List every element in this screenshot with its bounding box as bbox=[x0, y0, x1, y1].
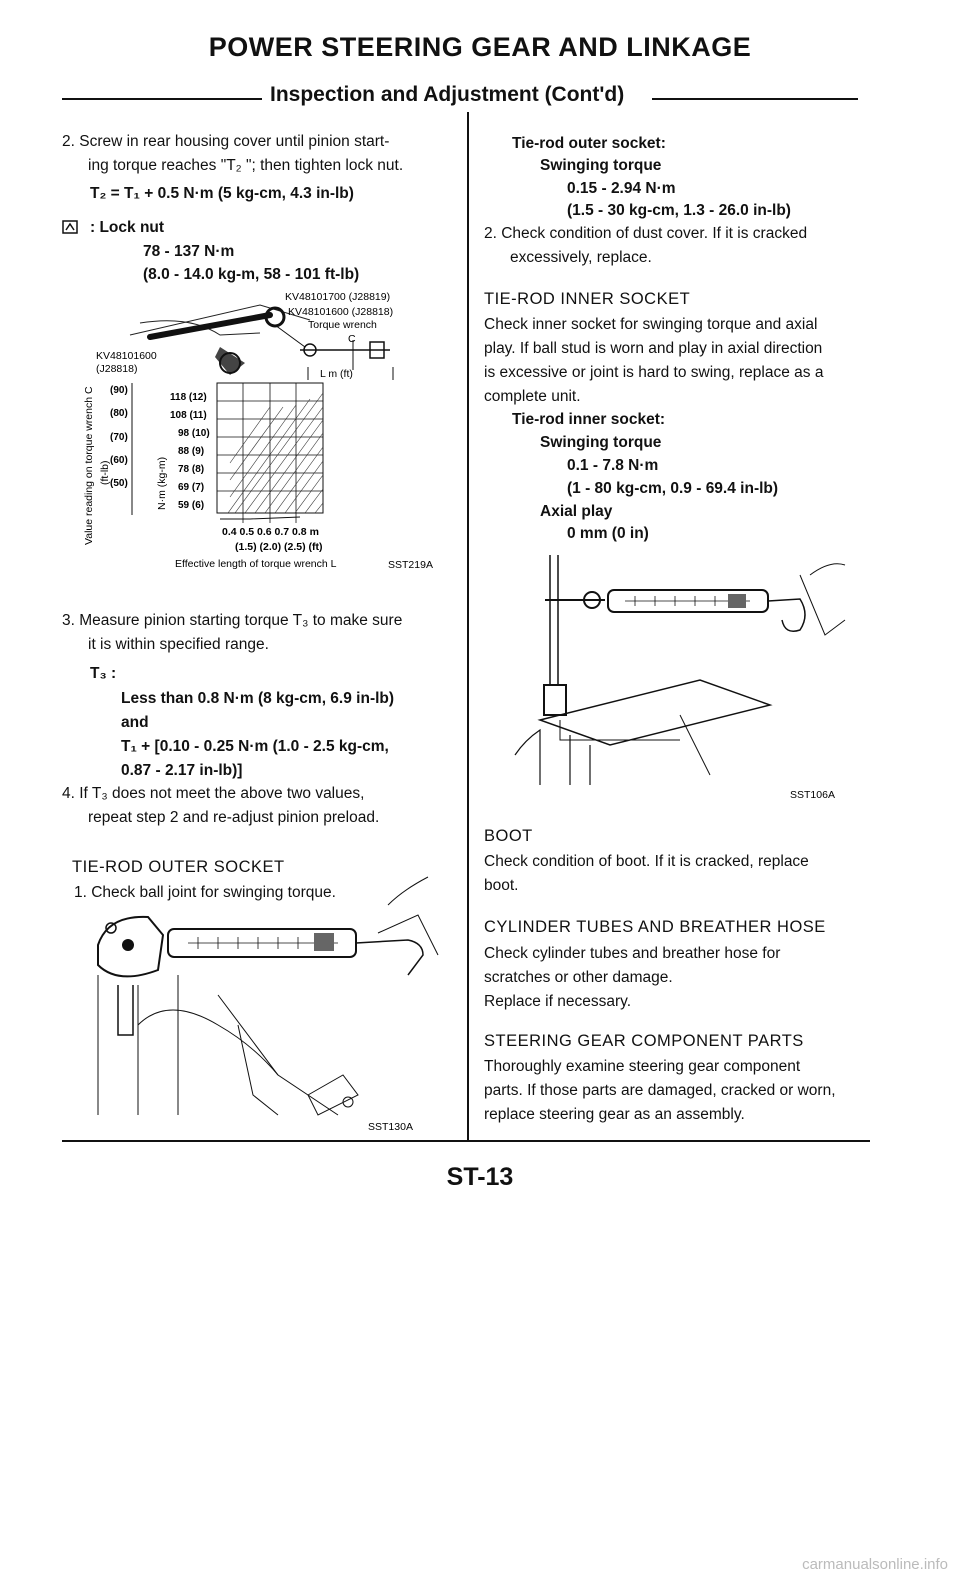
locknut-label: : Lock nut bbox=[90, 219, 165, 236]
svg-text:(90): (90) bbox=[110, 385, 128, 396]
step3-text: 3. Measure pinion starting torque T₃ to make sure it is within specified range. bbox=[62, 612, 403, 653]
section-subtitle: Inspection and Adjustment (Cont'd) bbox=[270, 83, 625, 106]
x-axis-label: Effective length of torque wrench L bbox=[175, 558, 337, 570]
preload-chart-figure bbox=[70, 285, 455, 585]
svg-text:88 (9): 88 (9) bbox=[178, 446, 205, 457]
outer-spec-title: Tie-rod outer socket: bbox=[512, 135, 666, 152]
tighten-icon bbox=[62, 220, 78, 234]
x-ticks-m: 0.4 0.5 0.6 0.7 0.8 m bbox=[222, 526, 319, 538]
y-axis-outer-label: Value reading on torque wrench C bbox=[83, 386, 95, 545]
tool1-label: KV48101700 (J28819) bbox=[285, 291, 391, 303]
svg-text:118 (12): 118 (12) bbox=[170, 392, 207, 403]
tool2-label: KV48101600 (J28818) bbox=[288, 306, 394, 318]
outer-swing-label: Swinging torque bbox=[540, 157, 662, 174]
footer-rule bbox=[62, 1140, 870, 1142]
outer-step1-text: 1. Check ball joint for swinging torque. bbox=[74, 884, 336, 901]
svg-text:108 (11): 108 (11) bbox=[170, 410, 207, 421]
right-step2-text: 2. Check condition of dust cover. If it is cracked excessively, replace. bbox=[484, 225, 808, 266]
y-axis-ftlb-label: (ft-lb) bbox=[99, 460, 111, 485]
axial-play-label: Axial play bbox=[540, 503, 613, 520]
gear-heading: STEERING GEAR COMPONENT PARTS bbox=[484, 1032, 804, 1050]
inner-swing-label: Swinging torque bbox=[540, 434, 662, 451]
svg-text:(80): (80) bbox=[110, 408, 128, 419]
cylinder-heading: CYLINDER TUBES AND BREATHER HOSE bbox=[484, 918, 826, 936]
header-rule-right bbox=[652, 98, 858, 100]
svg-text:69 (7): 69 (7) bbox=[178, 482, 205, 493]
step2-text: 2. Screw in rear housing cover until pinion start- ing torque reaches "T₂ "; then tighten lock nut. bbox=[62, 133, 404, 174]
page-number: ST-13 bbox=[446, 1163, 514, 1191]
t3-spec: Less than 0.8 N·m (8 kg-cm, 6.9 in-lb) and T₁ + [0.10 - 0.25 N·m (1.0 - 2.5 kg-cm, 0.87 - 2.17 in-lb)] bbox=[121, 690, 395, 779]
locknut-value-other: (8.0 - 14.0 kg-m, 58 - 101 ft-lb) bbox=[143, 266, 360, 283]
nm-ticks bbox=[170, 392, 210, 511]
tool3-label-b: (J28818) bbox=[96, 363, 138, 375]
figure-code-sst219a: SST219A bbox=[388, 559, 433, 571]
inner-socket-heading: TIE-ROD INNER SOCKET bbox=[484, 290, 691, 308]
t3-label: T₃ : bbox=[90, 665, 117, 682]
inner-swing-nm: 0.1 - 7.8 N·m bbox=[567, 457, 659, 474]
watermark: carmanualsonline.info bbox=[802, 1556, 948, 1573]
boot-heading: BOOT bbox=[484, 827, 533, 845]
outer-socket-figure bbox=[78, 875, 458, 1135]
header-rule-left bbox=[62, 98, 262, 100]
svg-text:59 (6): 59 (6) bbox=[178, 500, 205, 511]
figure-code-sst130a: SST130A bbox=[368, 1121, 413, 1133]
cylinder-text: Check cylinder tubes and breather hose for scratches or other damage. Replace if necessary. bbox=[484, 945, 781, 1010]
t2-formula: T₂ = T₁ + 0.5 N·m (5 kg-cm, 4.3 in-lb) bbox=[90, 185, 354, 202]
tool3-label-a: KV48101600 bbox=[96, 350, 157, 362]
ftlb-ticks bbox=[110, 385, 128, 489]
column-divider bbox=[467, 112, 469, 1142]
gear-text: Thoroughly examine steering gear component parts. If those parts are damaged, cracked or worn, replace steering gear as an assembly. bbox=[484, 1058, 836, 1123]
boot-text: Check condition of boot. If it is cracked, replace boot. bbox=[484, 853, 809, 894]
outer-socket-heading: TIE-ROD OUTER SOCKET bbox=[72, 858, 285, 876]
svg-text:(70): (70) bbox=[110, 432, 128, 443]
c-label: C bbox=[348, 333, 356, 345]
inner-swing-other: (1 - 80 kg-cm, 0.9 - 69.4 in-lb) bbox=[567, 480, 779, 497]
figure-code-sst106a: SST106A bbox=[790, 789, 835, 801]
axial-play-value: 0 mm (0 in) bbox=[567, 525, 649, 542]
inner-socket-text: Check inner socket for swinging torque and axial play. If ball stud is worn and play in axial direction is excessive or joint is hard to swing, replace as a complete unit. bbox=[484, 316, 824, 405]
outer-swing-other: (1.5 - 30 kg-cm, 1.3 - 26.0 in-lb) bbox=[567, 202, 791, 219]
outer-swing-nm: 0.15 - 2.94 N·m bbox=[567, 180, 676, 197]
page-title: POWER STEERING GEAR AND LINKAGE bbox=[208, 32, 752, 62]
svg-text:(50): (50) bbox=[110, 478, 128, 489]
locknut-value-nm: 78 - 137 N·m bbox=[143, 243, 235, 260]
torque-wrench-label: Torque wrench bbox=[308, 319, 377, 331]
svg-text:(60): (60) bbox=[110, 455, 128, 466]
y-axis-nm-label: N·m (kg-m) bbox=[156, 456, 168, 510]
x-ticks-ft: (1.5) (2.0) (2.5) (ft) bbox=[235, 541, 323, 553]
inner-spec-title: Tie-rod inner socket: bbox=[512, 411, 666, 428]
svg-text:98 (10): 98 (10) bbox=[178, 428, 210, 439]
lm-label: L m (ft) bbox=[320, 368, 353, 380]
svg-text:78 (8): 78 (8) bbox=[178, 464, 205, 475]
inner-socket-figure bbox=[500, 545, 870, 805]
step4-text: 4. If T₃ does not meet the above two values, repeat step 2 and re-adjust pinion preload. bbox=[62, 785, 380, 826]
